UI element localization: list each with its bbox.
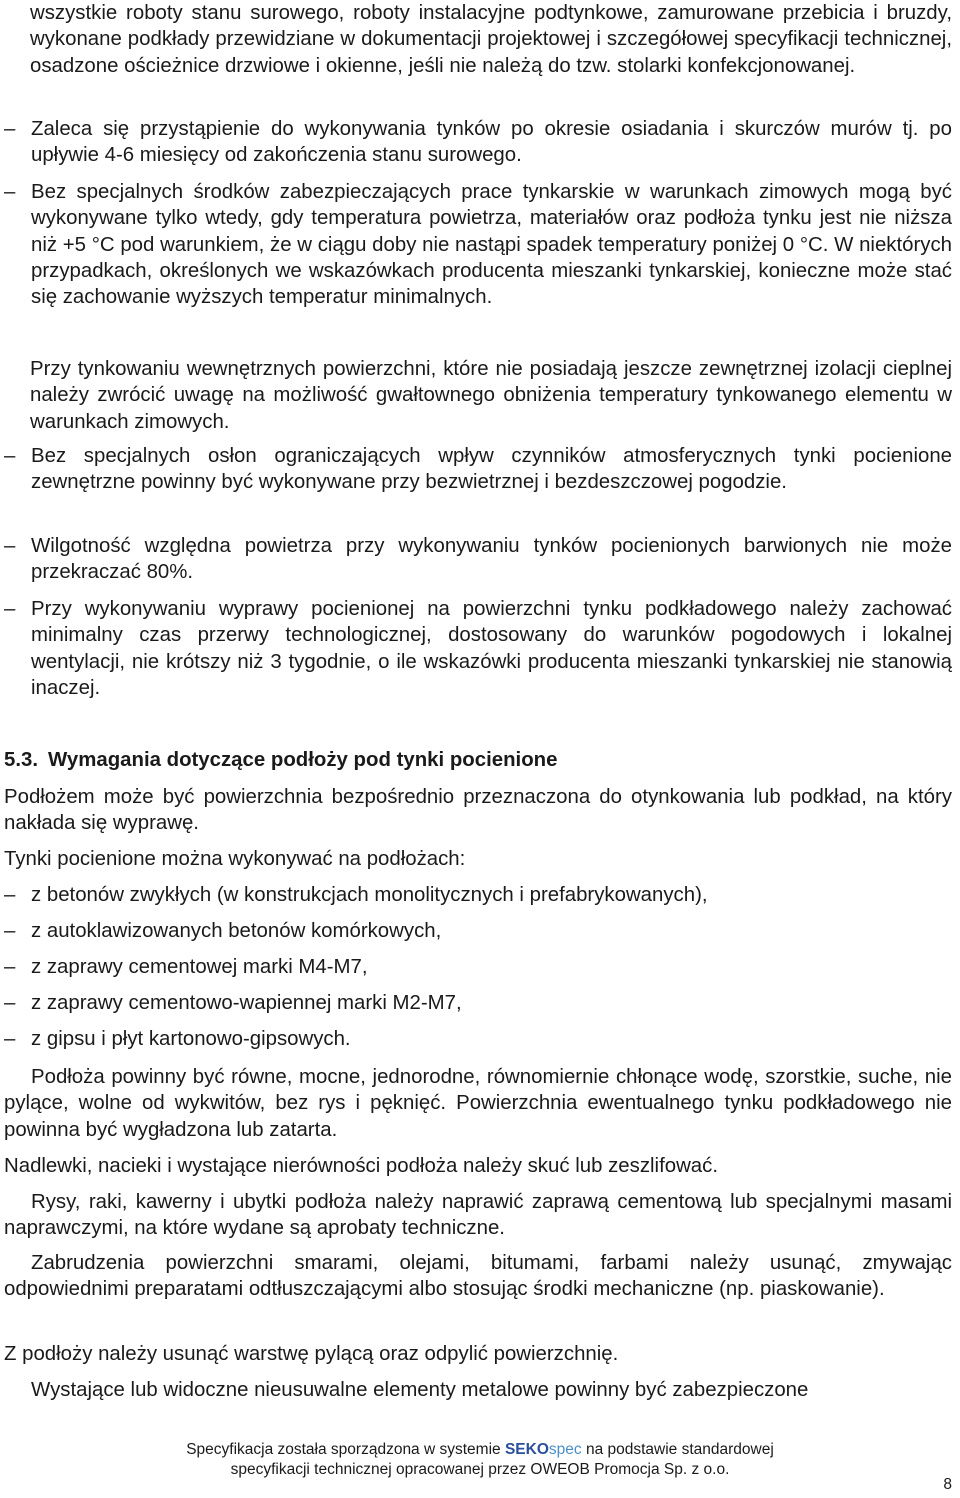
list-item-text: Przy wykonywaniu wyprawy pocienionej na powierzchni tynku podkładowego należy zachować minimalny czas przerwy technologicznej, dostosowany do warunków pogodowych i lokalnej wentylacji, nie krótszy niż 3 tygodnie, o ile wskazówki producenta mieszanki tynkarskiej nie stanowią inaczej. — [31, 598, 952, 699]
dash-bullet: – — [4, 598, 16, 620]
section-title: Wymagania dotyczące podłoży pod tynki pocienione — [48, 749, 558, 771]
dash-bullet: – — [4, 535, 16, 557]
list-item — [4, 954, 952, 980]
list-item-text: Zaleca się przystąpienie do wykonywania tynków po okresie osiadania i skurczów murów tj. po upływie 4-6 miesięcy od zakończenia stanu surowego. — [31, 118, 952, 167]
list-item — [4, 1026, 952, 1052]
list-item-text: Bez specjalnych środków zabezpieczających prace tynkarskie w warunkach zimowych mogą być wykonywane tylko wtedy, gdy temperatura powietrza, materiałów oraz podłoża tynku jest nie niższa niż +5 °C pod warunkiem, że w ciągu doby nie nastąpi spadek temperatury poniżej 0 °C. W niektórych przypadkach, określonych we wskazówkach producenta mieszanki tynkarskiej, konieczne może stać się zachowanie wyższych temperatur minimalnych. — [31, 181, 952, 309]
paragraph-contamination: Zabrudzenia powierzchni smarami, olejami, bitumami, farbami należy usunąć, zmywając odpowiednimi preparatami odtłuszczającymi albo stosując środki mechaniczne (np. piaskowanie). — [4, 1252, 952, 1301]
section-number: 5.3. — [4, 749, 39, 771]
dash-bullet: – — [4, 992, 16, 1014]
list-item — [4, 116, 952, 169]
list-item-text: Wilgotność względna powietrza przy wykonywaniu tynków pocienionych barwionych nie może przekraczać 80%. — [31, 535, 952, 584]
list-item — [4, 533, 952, 586]
footer-line-2: specyfikacji technicznej opracowanej przez OWEOB Promocja Sp. z o.o. — [230, 1461, 730, 1478]
paragraph-protrusions: Nadlewki, nacieki i wystające nierówności podłoża należy skuć lub zeszlifować. — [4, 1155, 719, 1177]
list-item-text: Bez specjalnych osłon ograniczających wpływ czynników atmosferycznych tynki pocienione zewnętrzne powinny być wykonywane przy bezwietrznej i bezdeszczowej pogodzie. — [31, 445, 952, 494]
list-item — [4, 918, 952, 944]
footer-text-before: Specyfikacja została sporządzona w systemie — [186, 1441, 501, 1458]
brand-logo: SEKOspec — [504, 1441, 582, 1458]
dash-bullet: – — [4, 118, 16, 140]
list-item-text: z zaprawy cementowo-wapiennej marki M2-M7, — [31, 992, 462, 1014]
dash-bullet: – — [4, 181, 16, 203]
dash-bullet: – — [4, 1028, 16, 1050]
list-item — [4, 179, 952, 310]
paragraph-dust: Z podłoży należy usunąć warstwę pylącą oraz odpylić powierzchnię. — [4, 1343, 619, 1365]
dash-bullet: – — [4, 445, 16, 467]
paragraph-metal-elements: Wystające lub widoczne nieusuwalne elementy metalowe powinny być zabezpieczone — [31, 1379, 809, 1401]
list-item-text: z betonów zwykłych (w konstrukcjach monolitycznych i prefabrykowanych), — [31, 884, 708, 906]
paragraph-winter: Przy tynkowaniu wewnętrznych powierzchni, które nie posiadają jeszcze zewnętrznej izolacji cieplnej należy zwrócić uwagę na możliwość gwałtownego obniżenia temperatury tynkowanego elementu w warunkach zimowych. — [30, 358, 952, 433]
list-item — [4, 596, 952, 701]
list-item-text: z gipsu i płyt kartonowo-gipsowych. — [31, 1028, 351, 1050]
dash-bullet: – — [4, 920, 16, 942]
list-item — [4, 990, 952, 1016]
list-item — [4, 443, 952, 496]
paragraph-repairs: Rysy, raki, kawerny i ubytki podłoża należy naprawić zaprawą cementową lub specjalnymi masami naprawczymi, na które wydane są aprobaty techniczne. — [4, 1191, 952, 1240]
section-heading — [4, 747, 557, 773]
dash-bullet: – — [4, 956, 16, 978]
footer-line-1 — [0, 1440, 960, 1460]
paragraph-continuation: wszystkie roboty stanu surowego, roboty instalacyjne podtynkowe, zamurowane przebicia i bruzdy, wykonane podkłady przewidziane w dokumentacji projektowej i szczegółowej specyfikacji technicznej, osadzone ościeżnice drzwiowe i okienne, jeśli nie należą do tzw. stolarki konfekcjonowanej. — [30, 2, 952, 77]
paragraph-substrate-requirements: Podłoża powinny być równe, mocne, jednorodne, równomiernie chłonące wodę, szorstkie, suche, nie pylące, wolne od wykwitów, bez rys i pęknięć. Powierzchnia ewentualnego tynku podkładowego nie powinna być wygładzona lub zatarta. — [4, 1066, 952, 1141]
list-item — [4, 882, 952, 908]
list-item-text: z autoklawizowanych betonów komórkowych, — [31, 920, 442, 942]
paragraph-substrates-intro: Tynki pocienione można wykonywać na podłożach: — [4, 848, 466, 870]
dash-bullet: – — [4, 884, 16, 906]
page-number: 8 — [943, 1476, 952, 1493]
paragraph-substrate-definition: Podłożem może być powierzchnia bezpośrednio przeznaczona do otynkowania lub podkład, na który nakłada się wyprawę. — [4, 786, 952, 835]
list-item-text: z zaprawy cementowej marki M4-M7, — [31, 956, 368, 978]
footer-text-after: na podstawie standardowej — [585, 1441, 774, 1458]
